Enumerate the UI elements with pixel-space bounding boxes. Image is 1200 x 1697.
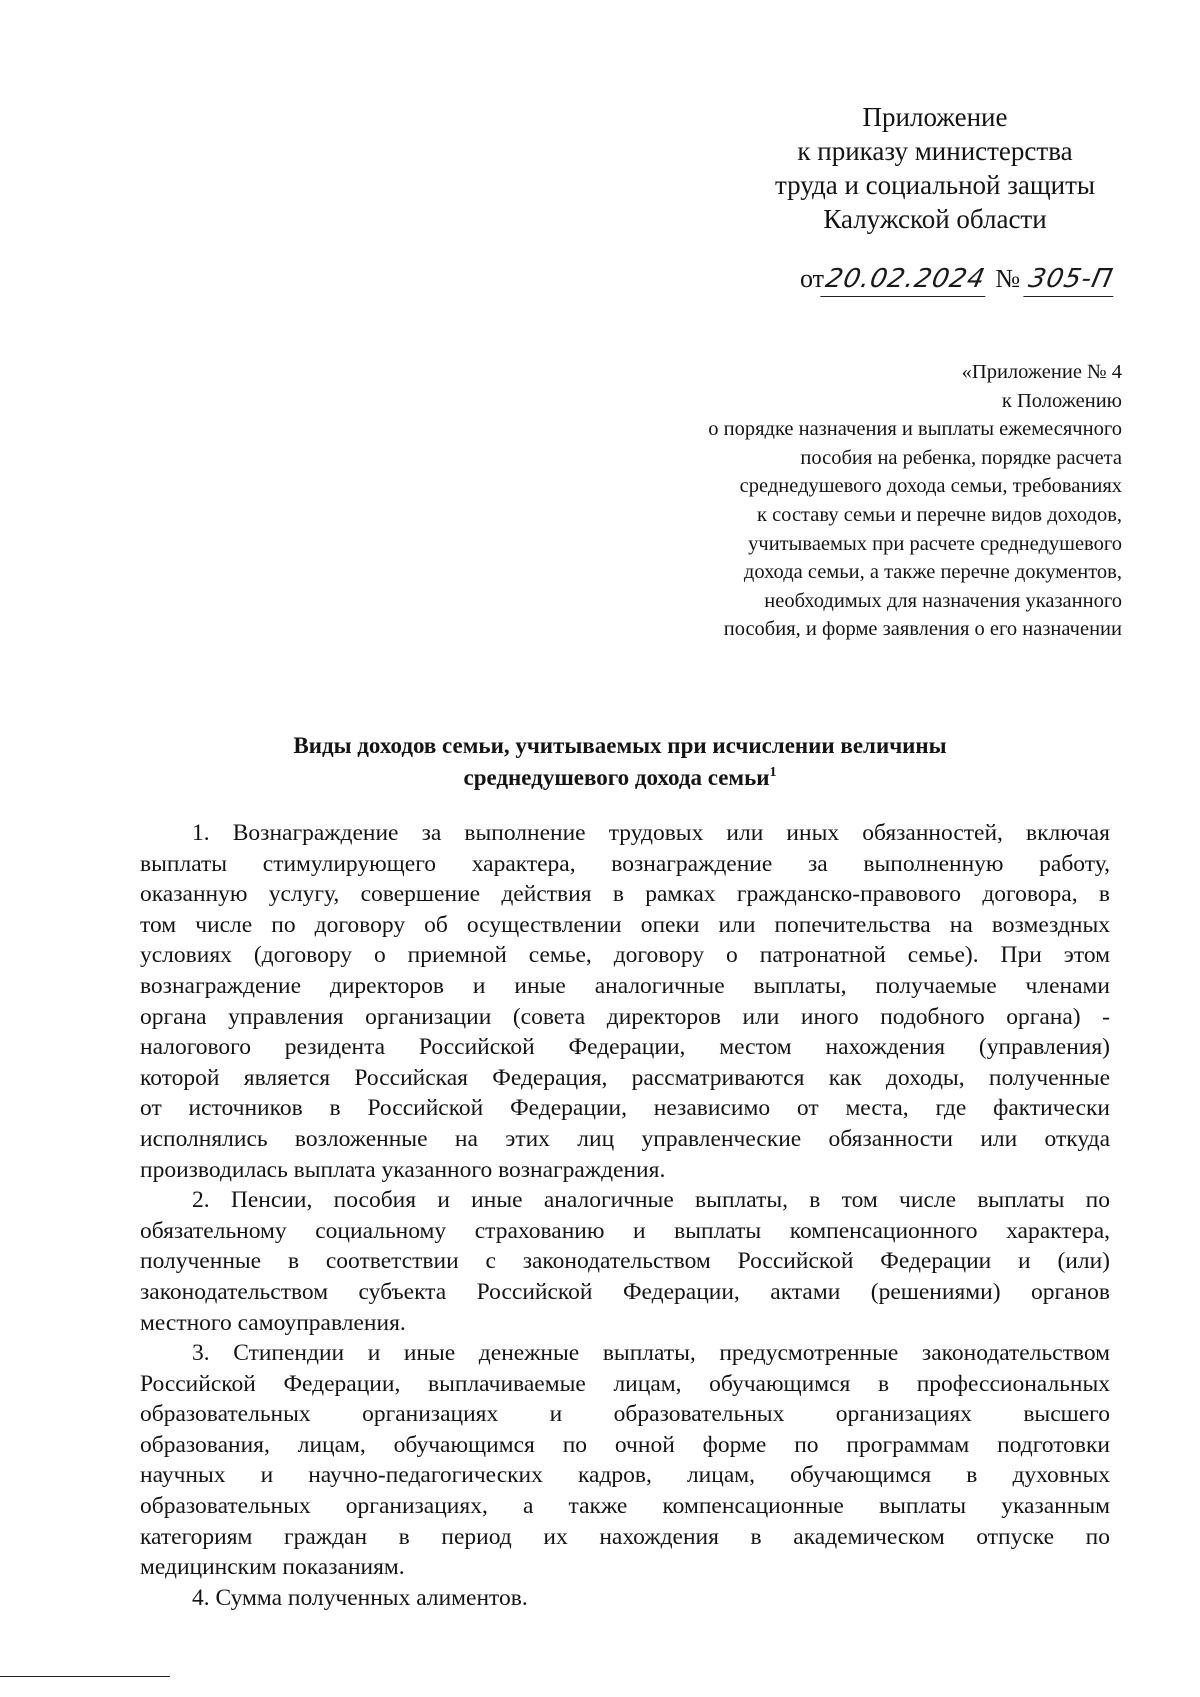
body-line: образовательных организациях, а также компенсационные выплаты указанным [140,1493,1110,1520]
order-date-number [800,262,1180,297]
body-line: производилась выплата указанного вознаграждения. [140,1156,666,1183]
approval-line: Приложение [862,102,1008,132]
handwritten-number: 305-П [1023,262,1120,297]
body-line: образовательных организациях и образовательных организациях высшего [140,1401,1110,1428]
approval-block [770,100,1100,236]
body-line: категориям граждан в период их нахождения в академическом отпуске по [140,1523,1110,1550]
body-line: 2. Пенсии, пособия и иные аналогичные выплаты, в том числе выплаты по [192,1187,1110,1214]
body-line: Российской Федерации, выплачиваемые лицам, обучающимся в профессиональных [140,1370,1110,1397]
annex-line: пособия на ребенка, порядке расчета [800,446,1122,469]
body-line: налогового резидента Российской Федерации, местом нахождения (управления) [140,1034,1110,1061]
body-line: научных и научно-педагогических кадров, лицам, обучающимся в духовных [140,1462,1110,1489]
title-text: среднедушевого дохода семьи [463,765,770,790]
body-line: местного самоуправления. [140,1309,406,1336]
annex-line: о порядке назначения и выплаты ежемесячного [708,418,1122,441]
title-line [140,762,1100,794]
approval-line: к приказу министерства [797,136,1073,166]
number-prefix: № [995,264,1021,293]
annex-line: к составу семьи и перечне видов доходов, [757,503,1122,526]
annex-line: необходимых для назначения указанного [764,589,1122,612]
body-line: исполнялись возложенные на этих лиц управленческие обязанности или откуда [140,1125,1110,1152]
annex-header [580,358,1122,644]
footnote-separator [0,1676,170,1677]
annex-line: дохода семьи, а также перечне документов, [743,561,1122,584]
approval-line: Калужской области [823,204,1047,234]
body-line: 4. Сумма полученных алиментов. [192,1584,528,1611]
annex-line: пособия, и форме заявления о его назначении [723,618,1122,641]
title-line: Виды доходов семьи, учитываемых при исчислении величины [293,733,947,758]
document-title [140,730,1100,794]
body-line: законодательством субъекта Российской Федерации, актами (решениями) органов [140,1278,1110,1305]
document-body [140,818,1110,1613]
body-line: вознаграждение директоров и иные аналогичные выплаты, получаемые членами [140,972,1110,999]
body-line: которой является Российская Федерация, рассматриваются как доходы, полученные [140,1064,1110,1091]
annex-line: среднедушевого дохода семьи, требованиях [739,475,1122,498]
approval-line: труда и социальной защиты [774,170,1096,200]
body-line: медицинским показаниям. [140,1554,405,1581]
body-line: образования, лицам, обучающимся по очной форме по программам подготовки [140,1431,1110,1458]
body-line: полученные в соответствии с законодательством Российской Федерации и (или) [140,1248,1110,1275]
body-line: органа управления организации (совета директоров или иного подобного органа) - [140,1003,1110,1030]
body-line: условиях (договору о приемной семье, договору о патронатной семье). При этом [140,942,1110,969]
annex-line: учитываемых при расчете среднедушевого [748,532,1122,555]
body-line: оказанную услугу, совершение действия в рамках гражданско-правового договора, в [140,881,1110,908]
body-line: выплаты стимулирующего характера, вознаграждение за выполненную работу, [140,850,1110,877]
footnote-mark: 1 [769,765,777,780]
annex-line: «Приложение № 4 [961,361,1122,383]
body-line: 1. Вознаграждение за выполнение трудовых или иных обязанностей, включая [192,820,1110,846]
body-line: 3. Стипендии и иные денежные выплаты, предусмотренные законодательством [192,1340,1110,1367]
body-line: от источников в Российской Федерации, независимо от места, где фактически [140,1095,1110,1122]
body-line: обязательному социальному страхованию и выплаты компенсационного характера, [140,1217,1110,1244]
body-line: том числе по договору об осуществлении опеки или попечительства на возмездных [140,911,1110,938]
date-prefix: от [800,264,825,293]
handwritten-date: 20.02.2024 [820,262,992,297]
annex-line: к Положению [1001,389,1122,412]
